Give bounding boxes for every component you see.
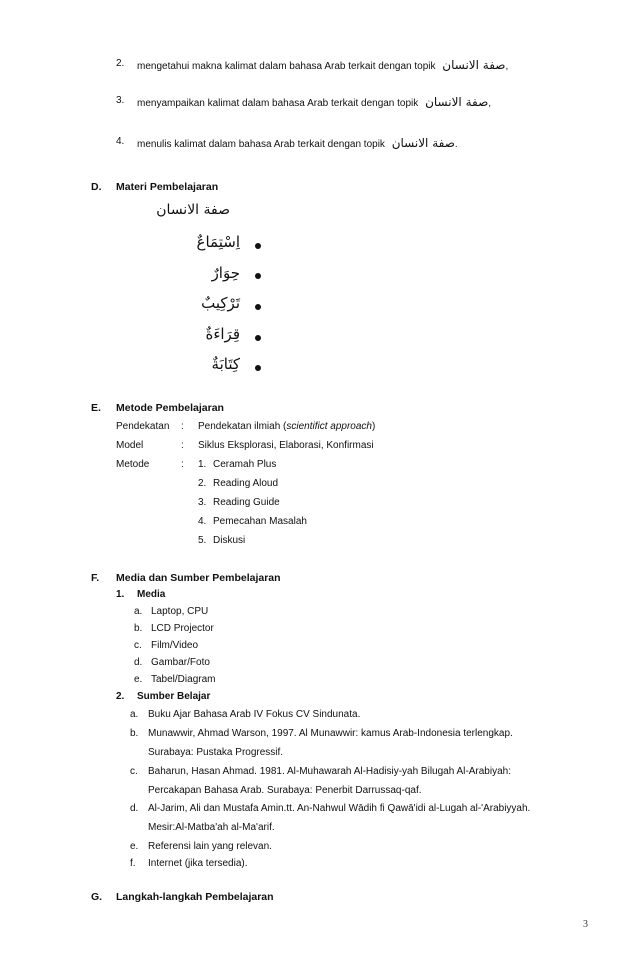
media-item-letter: c. <box>134 640 142 651</box>
method-value: Pendekatan ilmiah (scientifict approach) <box>198 421 376 432</box>
source-item-continued: Surabaya: Pustaka Progressif. <box>148 747 284 758</box>
bullet-icon <box>255 304 261 310</box>
subsection-title: Sumber Belajar <box>137 691 211 702</box>
media-item-letter: a. <box>134 606 143 617</box>
method-list-number: 2. <box>198 478 207 489</box>
objective-item <box>116 58 124 69</box>
media-item: Laptop, CPU <box>151 606 209 617</box>
section-title: Metode Pembelajaran <box>116 402 224 414</box>
source-item-continued: Percakapan Bahasa Arab. Surabaya: Penerbit Darrussaq-qaf. <box>148 785 422 796</box>
method-colon: : <box>181 440 184 451</box>
bullet-icon <box>255 243 261 249</box>
media-item: Tabel/Diagram <box>151 674 216 685</box>
media-item: Film/Video <box>151 640 199 651</box>
materi-topic: صفة الانسان <box>156 202 230 218</box>
section-title: Materi Pembelajaran <box>116 181 219 193</box>
objective-text: mengetahui makna kalimat dalam bahasa Arab terkait dengan topik صفة الانسان, <box>137 58 509 72</box>
section-letter: F. <box>91 572 100 584</box>
method-label: Pendekatan <box>116 421 170 432</box>
section-letter: E. <box>91 402 101 414</box>
materi-item: اِسْتِمَاعٌ <box>196 233 240 251</box>
subsection-number: 1. <box>116 589 125 600</box>
section-letter: G. <box>91 891 103 903</box>
source-item-letter: e. <box>130 841 139 852</box>
source-item: Baharun, Hasan Ahmad. 1981. Al-Muhawarah Al-Hadisiy-yah Bilugah Al-Arabiyah: <box>148 766 511 777</box>
materi-item: تَرْكِيبٌ <box>201 294 240 312</box>
bullet-icon <box>255 335 261 341</box>
method-list-number: 5. <box>198 535 207 546</box>
objective-number: 2. <box>116 58 125 69</box>
bullet-icon <box>255 365 261 371</box>
objective-number: 4. <box>116 136 125 147</box>
method-list-item: Diskusi <box>213 535 246 546</box>
source-item: Internet (jika tersedia). <box>148 858 248 869</box>
source-item-letter: c. <box>130 766 138 777</box>
arabic-topic: صفة الانسان <box>425 95 489 109</box>
arabic-topic: صفة الانسان <box>442 58 506 72</box>
source-item-continued: Mesir:Al-Matba'ah al-Ma'arif. <box>148 822 275 833</box>
source-item: Referensi lain yang relevan. <box>148 841 272 852</box>
method-list-item: Reading Aloud <box>213 478 279 489</box>
method-value: Siklus Eksplorasi, Elaborasi, Konfirmasi <box>198 440 374 451</box>
method-colon: : <box>181 459 184 470</box>
source-item-letter: b. <box>130 728 139 739</box>
method-list-number: 3. <box>198 497 207 508</box>
subsection-title: Media <box>137 589 166 600</box>
method-list-number: 4. <box>198 516 207 527</box>
method-list-item: Ceramah Plus <box>213 459 277 470</box>
method-label: Model <box>116 440 144 451</box>
method-colon: : <box>181 421 184 432</box>
section-title: Media dan Sumber Pembelajaran <box>116 572 281 584</box>
media-item-letter: e. <box>134 674 143 685</box>
media-item: Gambar/Foto <box>151 657 210 668</box>
section-title: Langkah-langkah Pembelajaran <box>116 891 274 903</box>
materi-item: قِرَاءَةٌ <box>205 325 240 343</box>
arabic-topic: صفة الانسان <box>391 136 455 150</box>
source-item: Al-Jarim, Ali dan Mustafa Amin.tt. An-Nahwul Wādih fi Qawā'idi al-Lugah al-'Arabiyyah. <box>148 803 531 814</box>
media-item-letter: b. <box>134 623 143 634</box>
objective-text: menyampaikan kalimat dalam bahasa Arab terkait dengan topik صفة الانسان, <box>137 95 492 109</box>
materi-item: حِوَارٌ <box>211 264 240 282</box>
page-number: 3 <box>583 919 588 930</box>
source-item-letter: f. <box>130 858 136 869</box>
source-item: Munawwir, Ahmad Warson, 1997. Al Munawwir: kamus Arab-Indonesia terlengkap. <box>148 728 513 739</box>
method-list-item: Pemecahan Masalah <box>213 516 307 527</box>
subsection-number: 2. <box>116 691 125 702</box>
objective-item <box>116 95 124 106</box>
method-list-item: Reading Guide <box>213 497 280 508</box>
objective-text: menulis kalimat dalam bahasa Arab terkait dengan topik صفة الانسان. <box>137 136 458 150</box>
media-item: LCD Projector <box>151 623 214 634</box>
method-label: Metode <box>116 459 150 470</box>
media-item-letter: d. <box>134 657 143 668</box>
source-item: Buku Ajar Bahasa Arab IV Fokus CV Sindunata. <box>148 709 361 720</box>
section-letter: D. <box>91 181 102 193</box>
source-item-letter: a. <box>130 709 139 720</box>
objective-item <box>116 136 124 147</box>
source-item-letter: d. <box>130 803 139 814</box>
materi-item: كِتَابَةٌ <box>211 355 240 373</box>
bullet-icon <box>255 273 261 279</box>
method-list-number: 1. <box>198 459 207 470</box>
objective-number: 3. <box>116 95 125 106</box>
